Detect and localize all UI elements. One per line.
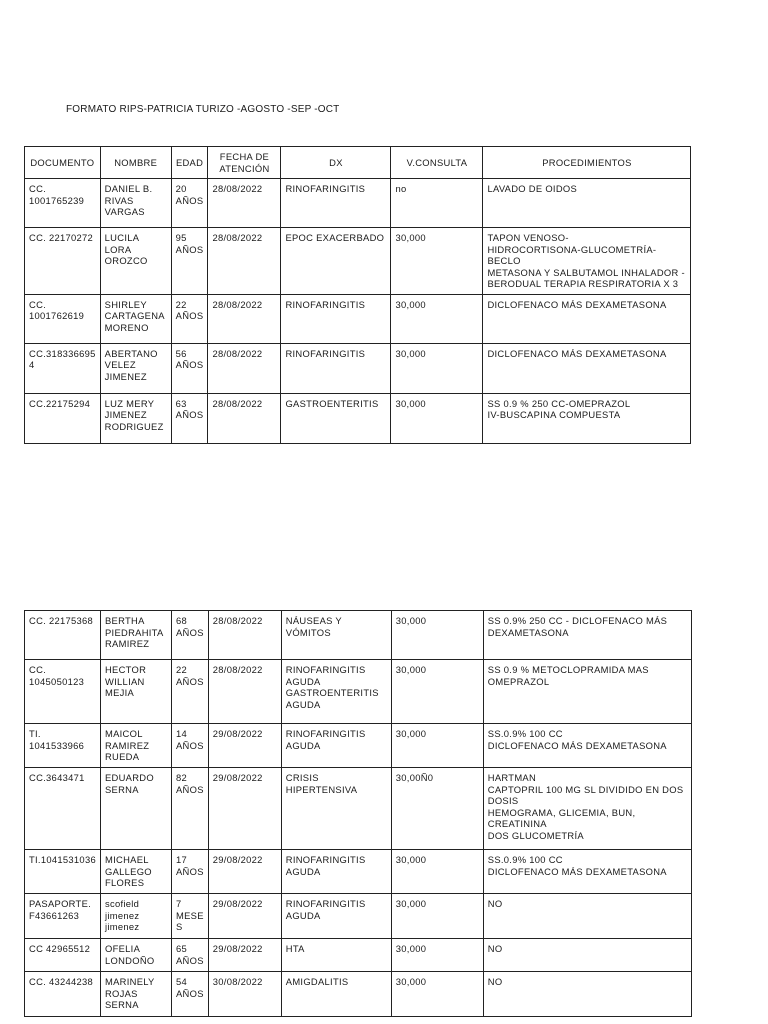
- cell-edad: 63 AÑOS: [171, 393, 208, 443]
- cell-edad: 54 AÑOS: [171, 972, 208, 1017]
- cell-nombre: scofield jimenez jimenez: [100, 894, 171, 939]
- header-v-consulta: V.CONSULTA: [391, 147, 483, 179]
- cell-procedimientos: SS.0.9% 100 CC DICLOFENACO MÁS DEXAMETASONA: [483, 850, 691, 894]
- cell-v-consulta: 30,00Ñ0: [391, 768, 483, 850]
- cell-v-consulta: 30,000: [391, 894, 483, 939]
- cell-procedimientos: SS 0.9% 250 CC - DICLOFENACO MÁS DEXAMETASONA: [483, 611, 691, 660]
- cell-documento: CC.318336695 4: [25, 343, 101, 393]
- cell-nombre: DANIEL B. RIVAS VARGAS: [100, 179, 171, 228]
- cell-v-consulta: 30,000: [391, 393, 483, 443]
- cell-procedimientos: NO: [483, 939, 691, 972]
- rips-table-1: [24, 146, 691, 444]
- cell-documento: CC. 1001765239: [25, 179, 101, 228]
- cell-edad: 68 AÑOS: [171, 611, 208, 660]
- cell-dx: GASTROENTERITIS: [281, 393, 391, 443]
- header-row: [25, 147, 691, 179]
- cell-edad: 65 AÑOS: [171, 939, 208, 972]
- cell-documento: CC.22175294: [25, 393, 101, 443]
- cell-procedimientos: LAVADO DE OIDOS: [483, 179, 691, 228]
- cell-procedimientos: HARTMAN CAPTOPRIL 100 MG SL DIVIDIDO EN DOS DOSIS HEMOGRAMA, GLICEMIA, BUN, CREATININA DOS GLUCOMETRÍA: [483, 768, 691, 850]
- cell-dx: RINOFARINGITIS: [281, 343, 391, 393]
- cell-v-consulta: 30,000: [391, 228, 483, 295]
- cell-v-consulta: 30,000: [391, 724, 483, 768]
- cell-edad: 17 AÑOS: [171, 850, 208, 894]
- cell-v-consulta: 30,000: [391, 343, 483, 393]
- cell-dx: CRISIS HIPERTENSIVA: [281, 768, 391, 850]
- table-row: [25, 768, 692, 850]
- cell-documento: TI.1041531036: [25, 850, 101, 894]
- cell-fecha: 28/08/2022: [208, 393, 281, 443]
- cell-fecha: 28/08/2022: [208, 660, 281, 724]
- table-row: [25, 972, 692, 1017]
- cell-procedimientos: SS.0.9% 100 CC DICLOFENACO MÁS DEXAMETASONA: [483, 724, 691, 768]
- cell-nombre: EDUARDO SERNA: [100, 768, 171, 850]
- cell-procedimientos: SS 0.9 % 250 CC-OMEPRAZOL IV-BUSCAPINA COMPUESTA: [483, 393, 691, 443]
- cell-v-consulta: 30,000: [391, 850, 483, 894]
- cell-nombre: OFELIA LONDOÑO: [100, 939, 171, 972]
- cell-dx: RINOFARINGITIS AGUDA: [281, 894, 391, 939]
- table-row: [25, 179, 691, 228]
- cell-nombre: SHIRLEY CARTAGENA MORENO: [100, 294, 171, 343]
- cell-dx: NÁUSEAS Y VÓMITOS: [281, 611, 391, 660]
- cell-nombre: MICHAEL GALLEGO FLORES: [100, 850, 171, 894]
- cell-procedimientos: SS 0.9 % METOCLOPRAMIDA MAS OMEPRAZOL: [483, 660, 691, 724]
- cell-v-consulta: 30,000: [391, 611, 483, 660]
- cell-documento: CC. 43244238: [25, 972, 101, 1017]
- cell-dx: AMIGDALITIS: [281, 972, 391, 1017]
- header-procedimientos: PROCEDIMIENTOS: [483, 147, 691, 179]
- cell-edad: 56 AÑOS: [171, 343, 208, 393]
- table-row: [25, 939, 692, 972]
- cell-v-consulta: 30,000: [391, 294, 483, 343]
- cell-dx: RINOFARINGITIS AGUDA: [281, 724, 391, 768]
- cell-nombre: MARINELY ROJAS SERNA: [100, 972, 171, 1017]
- cell-procedimientos: DICLOFENACO MÁS DEXAMETASONA: [483, 294, 691, 343]
- cell-dx: EPOC EXACERBADO: [281, 228, 391, 295]
- table-row: [25, 294, 691, 343]
- cell-edad: 22 AÑOS: [171, 294, 208, 343]
- table-row: [25, 611, 692, 660]
- cell-dx: RINOFARINGITIS AGUDA: [281, 850, 391, 894]
- cell-procedimientos: TAPON VENOSO- HIDROCORTISONA-GLUCOMETRÍA-BECLO METASONA Y SALBUTAMOL INHALADOR - BERODUAL TERAPIA RESPIRATORIA X 3: [483, 228, 691, 295]
- cell-fecha: 29/08/2022: [208, 724, 281, 768]
- table-row: [25, 724, 692, 768]
- cell-v-consulta: 30,000: [391, 972, 483, 1017]
- cell-edad: 22 AÑOS: [171, 660, 208, 724]
- cell-nombre: LUCILA LORA OROZCO: [100, 228, 171, 295]
- cell-documento: CC 42965512: [25, 939, 101, 972]
- cell-edad: 7 MESE S: [171, 894, 208, 939]
- cell-dx: RINOFARINGITIS: [281, 179, 391, 228]
- cell-documento: TI. 1041533966: [25, 724, 101, 768]
- cell-edad: 20 AÑOS: [171, 179, 208, 228]
- cell-edad: 95 AÑOS: [171, 228, 208, 295]
- header-documento: DOCUMENTO: [25, 147, 101, 179]
- cell-nombre: MAICOL RAMIREZ RUEDA: [100, 724, 171, 768]
- table-row: [25, 660, 692, 724]
- cell-fecha: 30/08/2022: [208, 972, 281, 1017]
- header-edad: EDAD: [171, 147, 208, 179]
- cell-v-consulta: no: [391, 179, 483, 228]
- cell-v-consulta: 30,000: [391, 660, 483, 724]
- cell-documento: CC. 22170272: [25, 228, 101, 295]
- cell-edad: 82 AÑOS: [171, 768, 208, 850]
- cell-procedimientos: DICLOFENACO MÁS DEXAMETASONA: [483, 343, 691, 393]
- cell-documento: PASAPORTE. F43661263: [25, 894, 101, 939]
- cell-documento: CC. 1001762619: [25, 294, 101, 343]
- cell-fecha: 28/08/2022: [208, 179, 281, 228]
- cell-procedimientos: NO: [483, 894, 691, 939]
- cell-v-consulta: 30,000: [391, 939, 483, 972]
- cell-fecha: 28/08/2022: [208, 228, 281, 295]
- table-row: [25, 228, 691, 295]
- cell-edad: 14 AÑOS: [171, 724, 208, 768]
- cell-nombre: LUZ MERY JIMENEZ RODRIGUEZ: [100, 393, 171, 443]
- cell-documento: CC. 22175368: [25, 611, 101, 660]
- cell-fecha: 29/08/2022: [208, 939, 281, 972]
- header-fecha-atencion: FECHA DE ATENCIÓN: [208, 147, 281, 179]
- cell-dx: HTA: [281, 939, 391, 972]
- header-dx: DX: [281, 147, 391, 179]
- cell-documento: CC.3643471: [25, 768, 101, 850]
- cell-dx: RINOFARINGITIS: [281, 294, 391, 343]
- header-nombre: NOMBRE: [100, 147, 171, 179]
- cell-fecha: 29/08/2022: [208, 894, 281, 939]
- document-title: FORMATO RIPS-PATRICIA TURIZO -AGOSTO -SEP -OCT: [66, 104, 340, 115]
- cell-fecha: 28/08/2022: [208, 343, 281, 393]
- cell-fecha: 29/08/2022: [208, 850, 281, 894]
- cell-fecha: 28/08/2022: [208, 611, 281, 660]
- table-row: [25, 894, 692, 939]
- cell-fecha: 28/08/2022: [208, 294, 281, 343]
- cell-nombre: HECTOR WILLIAN MEJIA: [100, 660, 171, 724]
- cell-documento: CC. 1045050123: [25, 660, 101, 724]
- cell-procedimientos: NO: [483, 972, 691, 1017]
- table-row: [25, 393, 691, 443]
- cell-nombre: BERTHA PIEDRAHITA RAMIREZ: [100, 611, 171, 660]
- cell-fecha: 29/08/2022: [208, 768, 281, 850]
- table-row: [25, 850, 692, 894]
- table-row: [25, 343, 691, 393]
- cell-nombre: ABERTANO VELEZ JIMENEZ: [100, 343, 171, 393]
- rips-table-2: [24, 610, 692, 1017]
- cell-dx: RINOFARINGITIS AGUDA GASTROENTERITIS AGUDA: [281, 660, 391, 724]
